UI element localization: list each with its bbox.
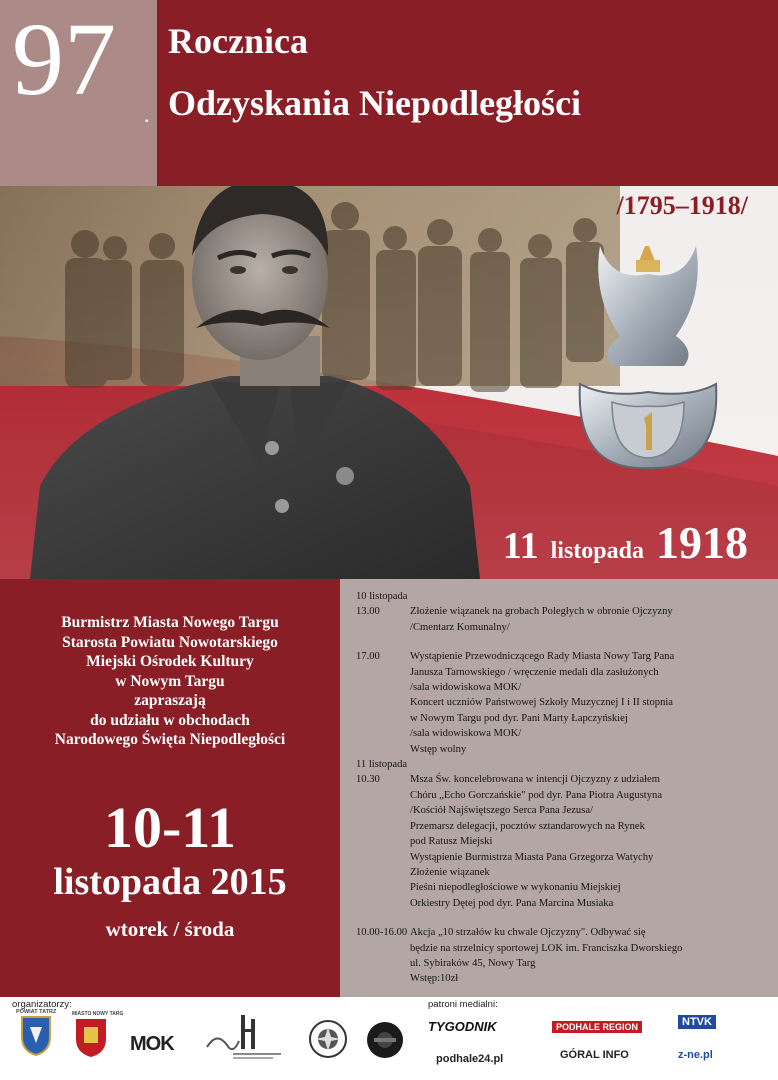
schedule-event [356,925,766,987]
event-time: 13.00 [356,606,380,618]
patron-logo-text: GÓRAL INFO [560,1049,629,1061]
captivity-years-text: lata niewoli [634,163,748,188]
event-month-year: listopada 2015 [53,861,287,903]
invitation-line: Burmistrz Miasta Nowego Targu [61,614,279,631]
logo-icon [308,1019,348,1059]
coat-of-arms-icon [74,1017,108,1059]
schedule-panel [340,579,778,997]
patron-logo-text: NTVK [678,1015,716,1029]
schedule-event [356,649,766,757]
patrons-label: patroni medialni: [428,999,498,1010]
anniversary-dot: . [144,102,150,127]
invitation-panel [0,579,340,997]
logo-icon [203,1011,283,1061]
event-time: 10.30 [356,774,380,786]
event-weekdays: wtorek / środa [105,917,235,941]
event-time: 17.00 [356,651,380,663]
historic-date [503,516,748,569]
patron-logo-text: z-ne.pl [678,1049,713,1061]
event-date-range: 10-11 [103,795,237,860]
organizer-logo-text: MOK [130,1033,174,1055]
invitation-line: Narodowego Święta Niepodległości [54,731,286,748]
anniversary-number: 97 [12,2,116,117]
invitation-line: do udziału w obchodach [90,711,250,729]
event-description: Złożenie wiązanek na grobach Poległych w obronie Ojczyzny /Cmentarz Komunalny/ [410,606,673,633]
invitation-line: Starosta Powiatu Nowotarskiego [62,633,278,651]
invitation-line: zapraszają [134,692,206,709]
organizers-label: organizatorzy: [12,999,72,1010]
sponsors-footer [0,997,778,1080]
schedule-event [356,772,766,911]
coat-of-arms-icon [20,1013,52,1057]
captivity-years-range: /1795–1918/ [616,191,748,220]
schedule-day-heading: 10 listopada [356,591,408,602]
invitation-line: w Nowym Targu [115,672,225,690]
schedule-day-heading: 11 listopada [356,759,408,771]
historic-year: 1918 [656,517,748,568]
patron-logo-text: podhale24.pl [436,1053,504,1065]
patron-logo-text: TYGODNIK [428,1019,497,1034]
captivity-subtitle [572,152,748,221]
captivity-years-number: 123 [572,150,630,192]
event-description: Msza Św. koncelebrowana w intencji Ojczyzny z udziałem Chóru „Echo Gorczańskie" pod dyr. Pana Piotra Augustyna /Kościół Najświętszego Serca Pana Jezusa/ Przemarsz delegacji, pocztów sztandarowych na Rynek pod Ratusz Miejski Wystąpienie Burmistrza Miasta Pana Grzegorza Watychy Złożenie wiązanek Pieśni niepodległościowe w wykonaniu Miejskiej Orkiestry Dętej pod dyr. Pana Marcina Musiaka [410,774,663,909]
historic-month: listopada [550,538,644,564]
organizer-logo-text: MIASTO NOWY TARG [72,1011,124,1017]
invitation-line: Miejski Ośrodek Kultury [86,653,254,670]
event-date [0,797,340,949]
schedule-event [356,604,766,635]
logo-icon [366,1021,404,1059]
invitation-text [0,613,340,750]
historic-day: 11 [502,525,539,567]
event-time: 10.00-16.00 [356,927,408,939]
title-line-1: Rocznica [168,21,308,61]
title-line-2: Odzyskania Niepodległości [168,83,582,123]
organizer-logo-text: POWIAT TATRZ [16,1009,57,1015]
anniversary-box [0,0,157,186]
schedule [356,589,766,987]
event-description: Wystąpienie Przewodniczącego Rady Miasta Nowy Targ Pana Janusza Tarnowskiego / wręczenie medali dla zasłużonych /sala widowiskowa MOK/ Koncert uczniów Państwowej Szkoły Muzycznej I i II stopnia w Nowym Targu pod dyr. Pani Marty Łapczyńskiej /sala widowiskowa MOK/ Wstęp wolny [410,651,675,755]
event-description: Akcja „10 strzałów ku chwale Ojczyzny". Odbywać się będzie na strzelnicy sportowej LOK im. Franciszka Dworskiego ul. Sybiraków 45, Nowy Targ Wstęp:10zł [410,927,683,985]
patron-logo-text: PODHALE REGION [552,1021,642,1033]
